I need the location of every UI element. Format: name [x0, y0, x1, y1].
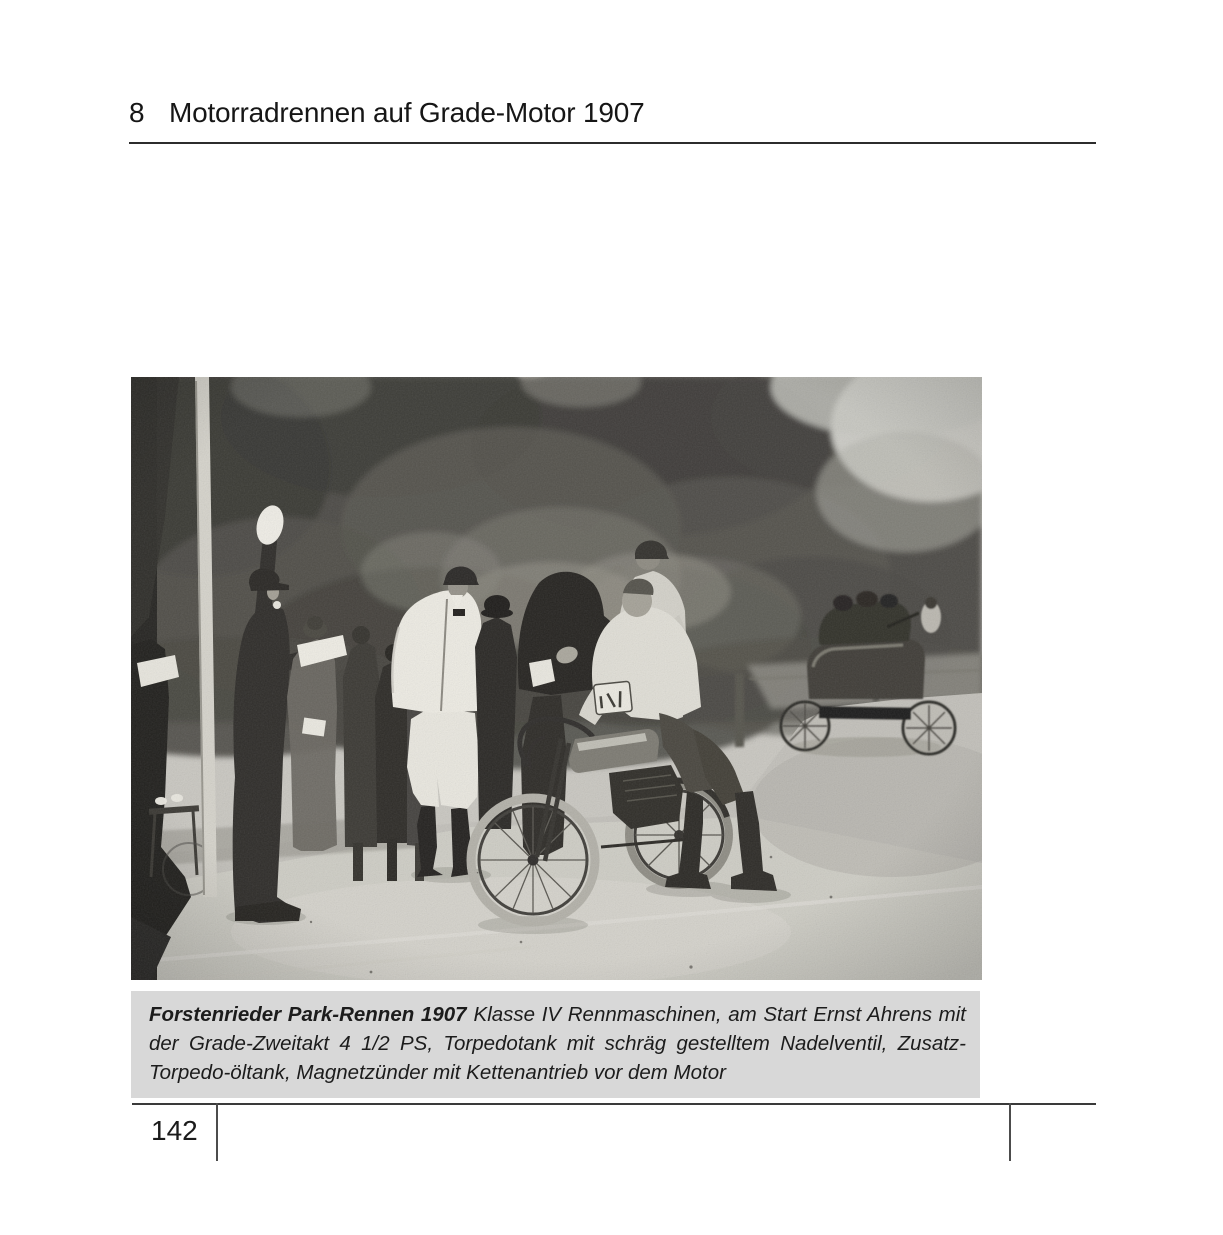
- page-number: 142: [151, 1115, 198, 1146]
- photo-caption: [131, 991, 980, 1098]
- chapter-title: Motorradrennen auf Grade-Motor 1907: [168, 97, 645, 128]
- photo-grain-overlay-light: [131, 377, 982, 980]
- caption-text: Klasse IV Rennmaschinen, am Start Ernst Ahrens mit der Grade-Zweitakt 4 1/2 PS, Torpedotank mit schräg gestelltem Nadelventil, Zusatz-Torpedo-öltank, Magnetzünder mit Kettenantrieb vor dem Motor: [149, 1003, 966, 1084]
- header-rule: [129, 142, 1096, 144]
- chapter-number: 8: [129, 97, 145, 128]
- footer-divider-left: [216, 1103, 218, 1161]
- footer-rule: [132, 1103, 1096, 1105]
- footer-divider-right: [1009, 1103, 1011, 1161]
- chapter-header: [129, 97, 644, 129]
- race-photo: [131, 377, 982, 980]
- caption-title: Forstenrieder Park-Rennen 1907: [149, 1003, 467, 1026]
